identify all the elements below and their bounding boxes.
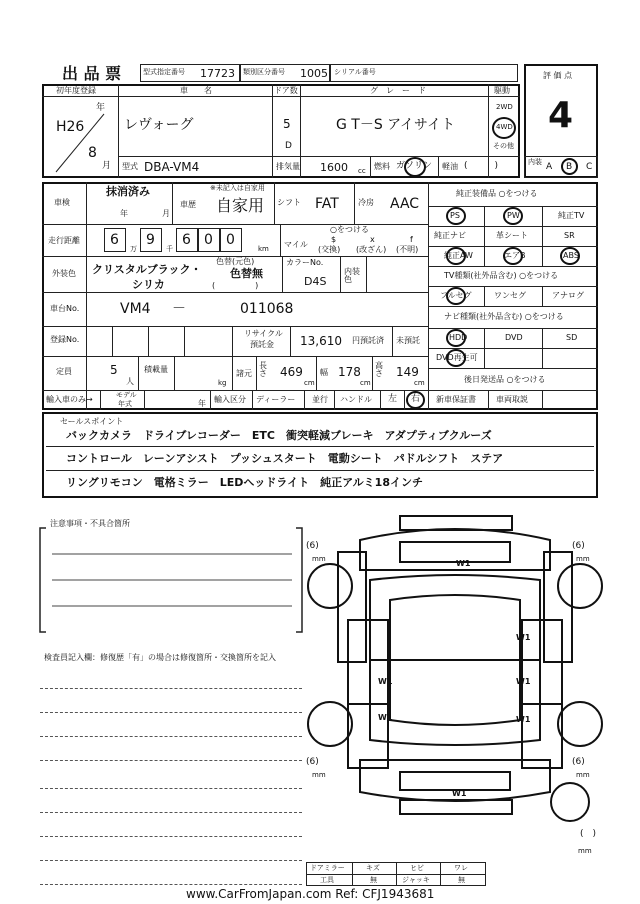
legend-jack-value: 無 xyxy=(458,876,465,884)
grade-value: G T－S アイサイト xyxy=(336,117,455,133)
drive-label: 駆動 xyxy=(494,86,510,95)
sales-line-2: コントロール レーンアシスト プッシュスタート 電動シート パドルシフト ステア xyxy=(66,452,504,465)
tread-rl: (6) xyxy=(306,757,319,767)
dims-label: 諸元 xyxy=(236,369,252,378)
first-reg-label: 初年度登録 xyxy=(56,86,96,95)
history-label: 車歴 xyxy=(180,200,196,209)
eq-abs-circle xyxy=(560,247,580,265)
recycle-not: 未預託 xyxy=(396,336,420,345)
original-color-value: 色替無 xyxy=(230,267,263,280)
dvd-play-circle xyxy=(446,349,466,367)
interior-a: A xyxy=(546,162,553,172)
eq-airbag: エアB xyxy=(504,251,526,260)
model-label: 型式 xyxy=(122,162,138,171)
tread-fl-unit: mm xyxy=(312,555,326,563)
tread-fl: (6) xyxy=(306,541,319,551)
tread-spare-unit: mm xyxy=(578,847,592,855)
dvd-play: DVD再生可 xyxy=(436,353,478,362)
tamper-label: (改ざん) xyxy=(356,245,387,254)
damage-mark-2: W1 xyxy=(516,633,531,642)
chassis-dash: － xyxy=(172,301,186,317)
sales-line-3: リングリモコン 電格ミラー LEDヘッドライト 純正アルミ18インチ xyxy=(66,476,423,489)
color-code-label: カラーNo. xyxy=(286,258,324,267)
model-cert-label: 型式指定番号 xyxy=(143,68,185,76)
handle-label: ハンドル xyxy=(340,395,372,404)
doors-label: ドア数 xyxy=(274,86,298,95)
model-year-label-1: モデル xyxy=(116,391,137,399)
height-label: 高さ xyxy=(375,361,383,378)
shift-value: FAT xyxy=(315,196,339,212)
mileage-digit-2: 9 xyxy=(146,232,155,248)
eq-pw: PW xyxy=(507,211,520,220)
mileage-digit-5: 0 xyxy=(226,232,235,248)
oil-label: 軽油 xyxy=(442,162,458,171)
caution-frame xyxy=(38,526,306,634)
model-value: DBA-VM4 xyxy=(144,160,200,174)
tv-fullseg-circle xyxy=(446,287,466,305)
eq-leather: 革シート xyxy=(496,231,528,240)
legend-mirror: ドアミラー xyxy=(310,864,345,872)
mile-label: マイル xyxy=(284,240,308,249)
width-label: 幅 xyxy=(320,368,328,377)
mark-dollar: $ xyxy=(331,235,337,244)
height-cm: cm xyxy=(414,379,425,387)
score-value: 4 xyxy=(548,95,574,136)
interior-b: B xyxy=(566,162,573,172)
damage-mark-3: W1 xyxy=(378,677,393,686)
legend-hibi: ヒビ xyxy=(410,864,424,872)
color-label: 外装色 xyxy=(52,269,76,278)
mileage-unit-km: km xyxy=(258,245,269,253)
mark-x: x xyxy=(370,235,375,244)
drive-other: その他 xyxy=(493,142,514,150)
legend-kizu: キズ xyxy=(366,864,380,872)
first-reg-year: H26 xyxy=(56,119,85,135)
sales-line-1: バックカメラ ドライブレコーダー ETC 衝突軽減ブレーキ アダプティブクルーズ xyxy=(66,429,492,442)
length-cm: cm xyxy=(304,379,315,387)
damage-mark-1: W1 xyxy=(456,559,471,568)
color-value-2: シリカ xyxy=(132,278,165,291)
tread-fr: (6) xyxy=(572,541,585,551)
color-code-value: D4S xyxy=(304,275,327,288)
eq-tv: 純正TV xyxy=(558,211,585,220)
drive-2wd: 2WD xyxy=(496,103,513,111)
chassis-label: 車台No. xyxy=(50,304,80,313)
import-parallel: 並行 xyxy=(312,395,328,404)
eq-pw-circle xyxy=(503,207,523,225)
model-cert-value: 17723 xyxy=(200,67,235,80)
eq-ps: PS xyxy=(450,211,460,220)
inspection-value: 抹消済み xyxy=(106,185,150,198)
legend-jack: ジャッキ xyxy=(402,876,430,884)
color-value-1: クリスタルブラック・ xyxy=(92,263,202,276)
handle-left: 左 xyxy=(388,394,398,404)
displacement-value: 1600 xyxy=(320,161,348,174)
original-color-paren: ( ) xyxy=(212,281,259,290)
exchange-label: (交換) xyxy=(318,245,341,254)
model-year-label-2: 年式 xyxy=(118,400,132,408)
eq-sr: SR xyxy=(564,231,575,240)
capacity-unit: 人 xyxy=(126,377,134,386)
interior-color-label: 内装色 xyxy=(344,267,360,284)
ac-label: 冷房 xyxy=(358,198,374,207)
tread-spare: ( ) xyxy=(580,829,597,839)
mileage-label: 走行距離 xyxy=(48,236,80,245)
later-warranty: 新車保証書 xyxy=(436,395,476,404)
mileage-digit-1: 6 xyxy=(110,232,119,248)
class-label: 類別区分番号 xyxy=(243,68,285,76)
eq-airbag-circle xyxy=(503,247,523,265)
sales-points-label: セールスポイント xyxy=(60,417,124,426)
import-class-label: 輸入区分 xyxy=(214,395,246,404)
handle-right: 右 xyxy=(411,394,421,404)
month-unit: 月 xyxy=(102,161,112,171)
capacity-label: 定員 xyxy=(56,367,72,376)
import-label: 輸入車のみ→ xyxy=(46,395,93,404)
capacity-value: 5 xyxy=(110,363,118,377)
length-value: 469 xyxy=(280,365,303,379)
legend-tool: 工具 xyxy=(320,876,334,884)
car-name-value: レヴォーグ xyxy=(124,117,194,133)
caution-label: 注意事項・不具合箇所 xyxy=(50,519,130,528)
navi-dvd: DVD xyxy=(505,333,523,342)
interior-c: C xyxy=(586,162,593,172)
tread-rr-value: 6 xyxy=(575,757,582,767)
mark-f: f xyxy=(410,235,413,244)
inspection-year-unit: 年 xyxy=(120,209,128,218)
recycle-value: 13,610 xyxy=(300,334,342,348)
eq-navi: 純正ナビ xyxy=(434,231,466,240)
drive-4wd: 4WD xyxy=(496,123,513,131)
doors-value: 5 xyxy=(283,117,291,131)
navi-hdd-circle xyxy=(446,329,466,347)
legend-tool-value: 無 xyxy=(370,876,377,884)
import-dealer: ディーラー xyxy=(256,395,296,404)
history-value: 自家用 xyxy=(216,196,265,215)
oil-paren: ( ) xyxy=(464,161,499,171)
tread-rl-value: 6 xyxy=(309,757,316,767)
mileage-unit-man: 万 xyxy=(130,245,137,253)
tread-rl-unit: mm xyxy=(312,771,326,779)
recycle-label-1: リサイクル xyxy=(244,329,283,338)
navi-type-title: ナビ種類(社外品含む) ○をつける xyxy=(444,312,564,321)
width-cm: cm xyxy=(360,379,371,387)
length-label: 長さ xyxy=(259,361,267,378)
navi-hdd: HDD xyxy=(449,333,468,342)
inspector-label: 検査員記入欄：修復歴「有」の場合は修復箇所・交換箇所を記入 xyxy=(44,653,276,662)
tv-type-title: TV種類(社外品含む) ○をつける xyxy=(444,271,559,280)
score-label: 評 価 点 xyxy=(543,71,573,80)
height-value: 149 xyxy=(396,365,419,379)
fuel-label: 燃料 xyxy=(374,162,390,171)
class-value: 1005 xyxy=(300,67,328,80)
model-year-unit: 年 xyxy=(198,399,206,408)
drive-4wd-circle xyxy=(492,117,516,139)
fuel-circle xyxy=(404,157,426,177)
load-unit: kg xyxy=(218,379,227,387)
tread-rr: (6) xyxy=(572,757,585,767)
damage-mark-5: W1 xyxy=(378,713,393,722)
displacement-unit: cc xyxy=(358,167,366,175)
interior-label: 内装 xyxy=(528,158,542,166)
first-reg-month: 8 xyxy=(88,145,97,161)
mileage-digit-3: 6 xyxy=(182,232,191,248)
damage-mark-6: W1 xyxy=(516,715,531,724)
shift-label: シフト xyxy=(277,198,301,207)
handle-right-circle xyxy=(406,391,425,409)
eq-ps-circle xyxy=(446,207,466,225)
tv-oneseg: ワンセグ xyxy=(494,291,526,300)
unknown-label: (不明) xyxy=(396,245,419,254)
width-value: 178 xyxy=(338,365,361,379)
equipment-title: 純正装備品 ○をつける xyxy=(456,189,538,198)
recycle-label-2: 預託金 xyxy=(250,340,274,349)
year-unit: 年 xyxy=(96,103,106,113)
tv-fullseg: フルセグ xyxy=(440,291,472,300)
recycle-done: 円預託済 xyxy=(352,336,384,345)
ac-value: AAC xyxy=(390,196,420,212)
mileage-digit-4: 0 xyxy=(204,232,213,248)
fuel-value: ガソリン xyxy=(396,161,433,171)
chassis-number: 011068 xyxy=(240,301,294,317)
footer-watermark: www.CarFromJapan.com Ref: CFJ1943681 xyxy=(186,887,435,901)
eq-aw: 純正AW xyxy=(444,251,473,260)
registration-label: 登録No. xyxy=(50,335,80,344)
inspection-label: 車検 xyxy=(54,198,70,207)
chassis-prefix: VM4 xyxy=(120,301,151,317)
legend-ware: ワレ xyxy=(454,864,468,872)
mileage-circle-note: ○をつける xyxy=(330,225,369,234)
load-label: 積載量 xyxy=(144,365,168,374)
damage-mark-7: W1 xyxy=(452,789,467,798)
form-title: 出 品 票 xyxy=(62,64,122,83)
tread-fr-unit: mm xyxy=(576,555,590,563)
doors-sub: D xyxy=(285,141,292,151)
damage-mark-4: W1 xyxy=(516,677,531,686)
interior-b-circle xyxy=(561,158,578,175)
grade-label: グ レ ー ド xyxy=(370,86,426,95)
inspection-month-unit: 月 xyxy=(162,209,170,218)
eq-abs: ABS xyxy=(563,251,579,260)
navi-sd: SD xyxy=(566,333,578,342)
serial-label: シリアル番号 xyxy=(334,68,376,76)
tread-fl-value: 6 xyxy=(309,541,316,551)
displacement-label: 排気量 xyxy=(276,162,300,171)
history-note: ※未記入は自家用 xyxy=(210,184,265,192)
spare-tire-diagram xyxy=(548,780,592,824)
later-manual: 車両取説 xyxy=(496,395,528,404)
mileage-unit-sen: 千 xyxy=(166,245,173,253)
car-name-label: 車 名 xyxy=(180,86,212,95)
later-title: 後日発送品 ○をつける xyxy=(464,375,546,384)
tv-analog: アナログ xyxy=(552,291,584,300)
tread-rr-unit: mm xyxy=(576,771,590,779)
tread-fr-value: 6 xyxy=(575,541,582,551)
eq-aw-circle xyxy=(446,247,466,265)
original-color-label: 色替(元色) xyxy=(216,257,255,266)
date-slash-icon xyxy=(50,110,110,176)
